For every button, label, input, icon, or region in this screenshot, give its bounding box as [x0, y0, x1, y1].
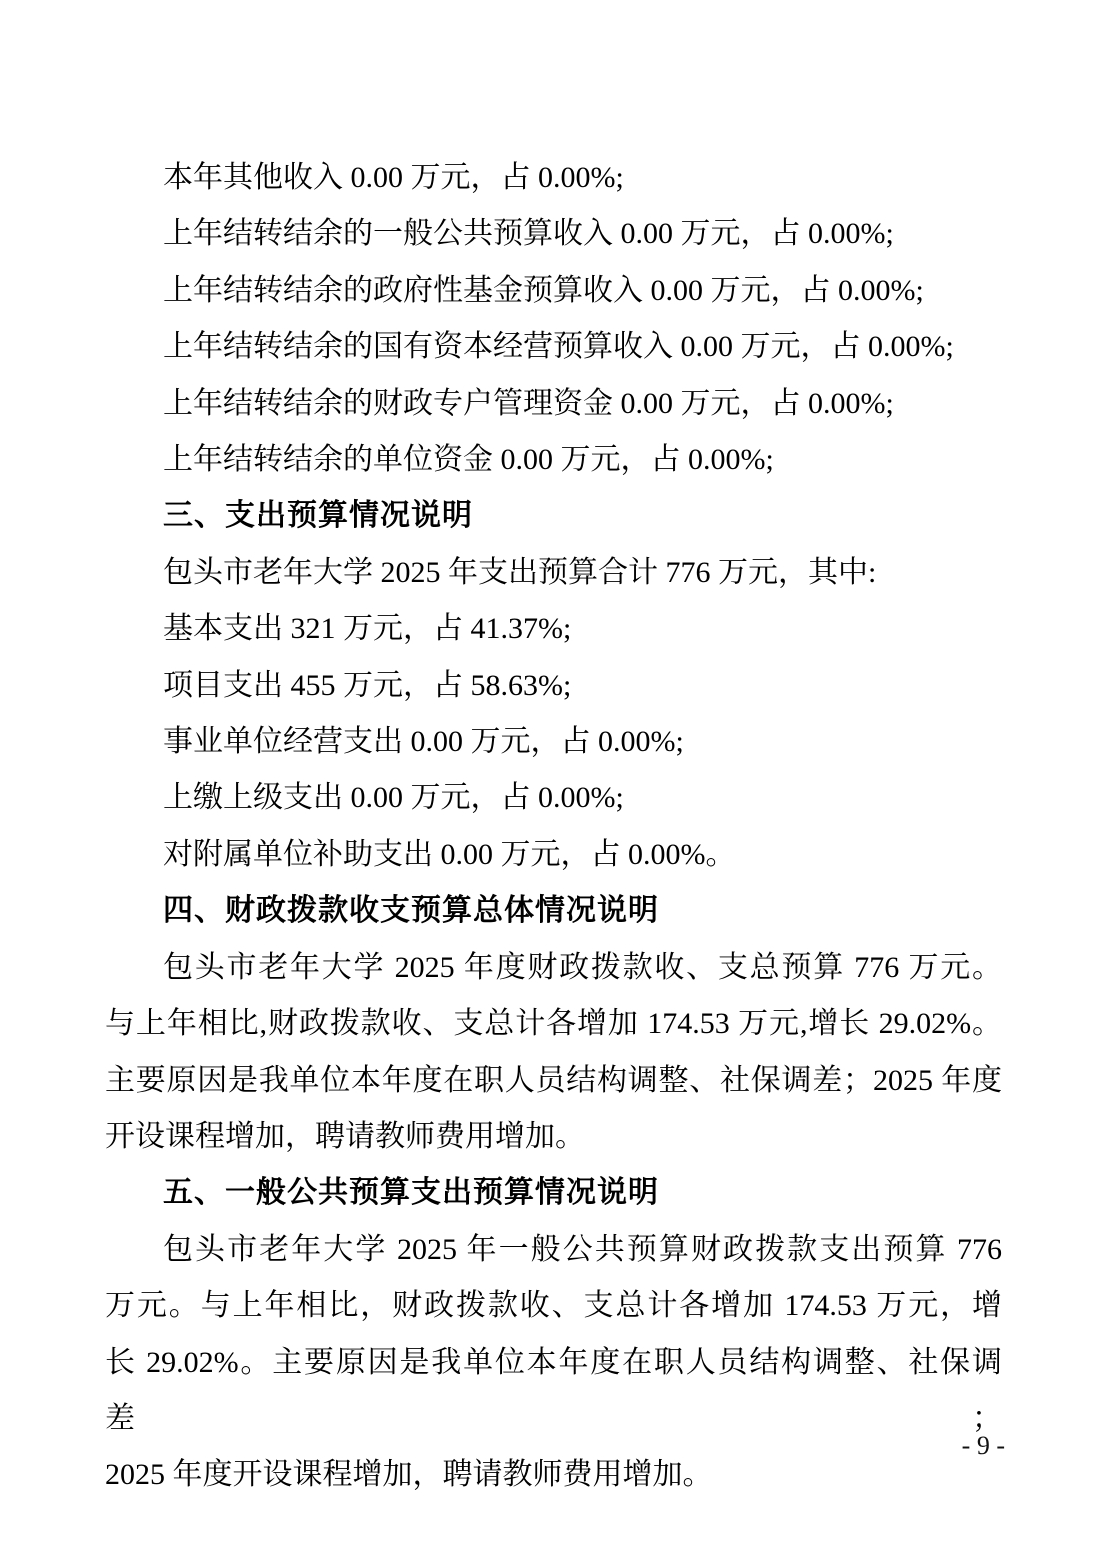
text-line-project-expenditure: 项目支出 455 万元，占 58.63%;	[163, 668, 572, 702]
text-line-s5-1: 包头市老年大学 2025 年一般公共预算财政拨款支出预算 776	[163, 1232, 1002, 1266]
text-line-s5-3: 长 29.02%。主要原因是我单位本年度在职人员结构调整、社保调差；	[105, 1345, 1002, 1435]
page-number: - 9 -	[961, 1431, 1005, 1460]
text-line-s4-4: 开设课程增加，聘请教师费用增加。	[105, 1119, 585, 1153]
text-line-basic-expenditure: 基本支出 321 万元，占 41.37%;	[163, 612, 572, 646]
text-line-s4-1: 包头市老年大学 2025 年度财政拨款收、支总预算 776 万元。	[163, 950, 1002, 984]
text-line-other-income: 本年其他收入 0.00 万元，占 0.00%;	[163, 161, 624, 194]
text-line-carryover-state-capital: 上年结转结余的国有资本经营预算收入 0.00 万元，占 0.00%;	[163, 330, 954, 364]
text-line-upper-level-expenditure: 上缴上级支出 0.00 万元，占 0.00%;	[163, 781, 624, 815]
section-heading-3-expenditure: 三、支出预算情况说明	[163, 499, 473, 533]
section-heading-5-general-public-budget: 五、一般公共预算支出预算情况说明	[163, 1176, 659, 1210]
text-line-operating-expenditure: 事业单位经营支出 0.00 万元，占 0.00%;	[163, 725, 684, 759]
text-line-s4-2: 与上年相比,财政拨款收、支总计各增加 174.53 万元,增长 29.02%。	[105, 1007, 1002, 1041]
text-line-s5-2: 万元。与上年相比，财政拨款收、支总计各增加 174.53 万元，增	[105, 1289, 1002, 1323]
text-line-subsidy-expenditure: 对附属单位补助支出 0.00 万元，占 0.00%。	[163, 837, 736, 871]
text-line-carryover-fiscal-account: 上年结转结余的财政专户管理资金 0.00 万元，占 0.00%;	[163, 386, 894, 420]
section-heading-4-fiscal-appropriation: 四、财政拨款收支预算总体情况说明	[163, 894, 659, 928]
document-body	[105, 150, 1002, 1504]
text-line-carryover-general-budget: 上年结转结余的一般公共预算收入 0.00 万元，占 0.00%;	[163, 217, 894, 251]
text-line-s5-4: 2025 年度开设课程增加，聘请教师费用增加。	[105, 1458, 713, 1492]
text-line-carryover-unit-funds: 上年结转结余的单位资金 0.00 万元，占 0.00%;	[163, 443, 774, 477]
text-line-expenditure-total: 包头市老年大学 2025 年支出预算合计 776 万元，其中:	[163, 555, 877, 589]
text-line-s4-3: 主要原因是我单位本年度在职人员结构调整、社保调差；2025 年度	[105, 1063, 1002, 1097]
text-line-carryover-gov-fund: 上年结转结余的政府性基金预算收入 0.00 万元，占 0.00%;	[163, 273, 924, 307]
